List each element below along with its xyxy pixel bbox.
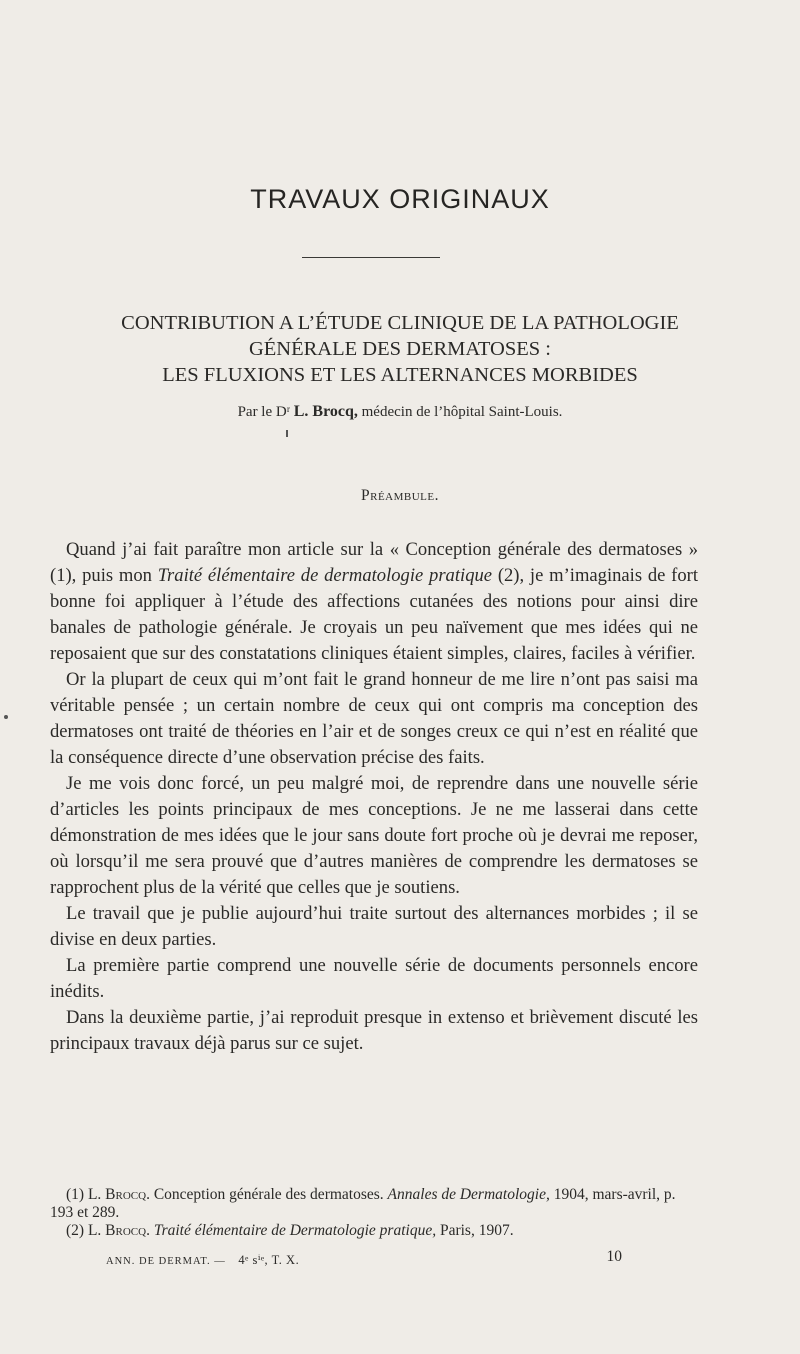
journal-abbreviation: ANN. DE DERMAT. —	[106, 1256, 226, 1267]
paragraph: Le travail que je publie aujourd’hui traite surtout des alternances morbides ; il se divise en deux parties.	[50, 903, 698, 950]
footnote-details: 1904, mars-avril, p. 193 et 289.	[50, 1186, 676, 1221]
paragraph: Dans la deuxième partie, j’ai reproduit presque in extenso et brièvement discuté les principaux travaux déjà parus sur ce sujet.	[50, 1007, 698, 1054]
footnote	[50, 1222, 700, 1240]
paragraph-text: Quand j’ai fait paraître mon article sur la « Conception générale des dermatoses » (1), puis mon	[50, 539, 698, 586]
paragraph	[50, 537, 698, 667]
book-title: Traité élémentaire de dermatologie pratique	[157, 565, 493, 586]
footnote-source: Traité élémentaire de Dermatologie pratique,	[153, 1222, 437, 1239]
footnote-number: (2)	[66, 1222, 85, 1239]
footnotes	[50, 1186, 700, 1240]
body-text	[50, 537, 698, 1057]
footnote-title: Conception générale des dermatoses.	[153, 1186, 384, 1203]
page-number: 10	[606, 1248, 622, 1265]
footnote-author: L. Brocq.	[87, 1222, 150, 1239]
byline-affiliation: médecin de l’hôpital Saint-Louis.	[361, 404, 563, 420]
article-title	[40, 310, 760, 388]
paragraph: La première partie comprend une nouvelle série de documents personnels encore inédits.	[50, 955, 698, 1002]
article-title-line: LES FLUXIONS ET LES ALTERNANCES MORBIDES	[162, 364, 638, 386]
footnote-details: Paris, 1907.	[439, 1222, 514, 1239]
byline-prefix: Par le Dʳ	[237, 404, 290, 420]
preamble-heading: Préambule.	[361, 487, 439, 504]
footnote	[50, 1186, 700, 1222]
margin-mark	[4, 715, 8, 719]
byline	[0, 403, 800, 421]
page-footer	[106, 1248, 622, 1268]
paragraph: Or la plupart de ceux qui m’ont fait le grand honneur de me lire n’ont pas saisi ma véritable pensée ; un certain nombre de ceux qui ont compris ma conception des dermatoses ont traité de théories en l’air et de songes creux ce qui n’est en réalité que la conséquence directe d’une observation précise des faits.	[50, 669, 698, 768]
title-divider-rule	[302, 257, 440, 258]
section-title: TRAVAUX ORIGINAUX	[250, 184, 550, 214]
paragraph-text: (2), je m’imaginais de fort bonne foi appliquer à l’étude des affections cutanées des notions pour ainsi dire banales de pathologie générale. Je croyais un peu naïvement que mes idées qui ne reposaient que sur des constatations cliniques étaient simples, claires, faciles à vérifier.	[50, 565, 699, 664]
footnote-author: L. Brocq.	[87, 1186, 150, 1203]
author-name: L. Brocq,	[293, 403, 358, 420]
footnote-source: Annales de Dermatologie,	[387, 1186, 550, 1203]
footnote-number: (1)	[66, 1186, 85, 1203]
print-mark	[286, 430, 288, 437]
article-title-line: GÉNÉRALE DES DERMATOSES :	[248, 338, 551, 360]
paragraph: Je me vois donc forcé, un peu malgré moi, de reprendre dans une nouvelle série d’articles les points principaux de mes conceptions. Je ne me lasserai dans cette démonstration de mes idées que le jour sans doute fort proche où je devrai me reposer, où lorsqu’il me sera prouvé que d’autres manières de comprendre les dermatoses se rapprochent plus de la vérité que celles que je soutiens.	[50, 773, 698, 898]
article-title-line: CONTRIBUTION A L’ÉTUDE CLINIQUE DE LA PATHOLOGIE	[121, 312, 679, 334]
series-volume: 4ᵉ sⁱᵉ, T. X.	[238, 1253, 300, 1267]
